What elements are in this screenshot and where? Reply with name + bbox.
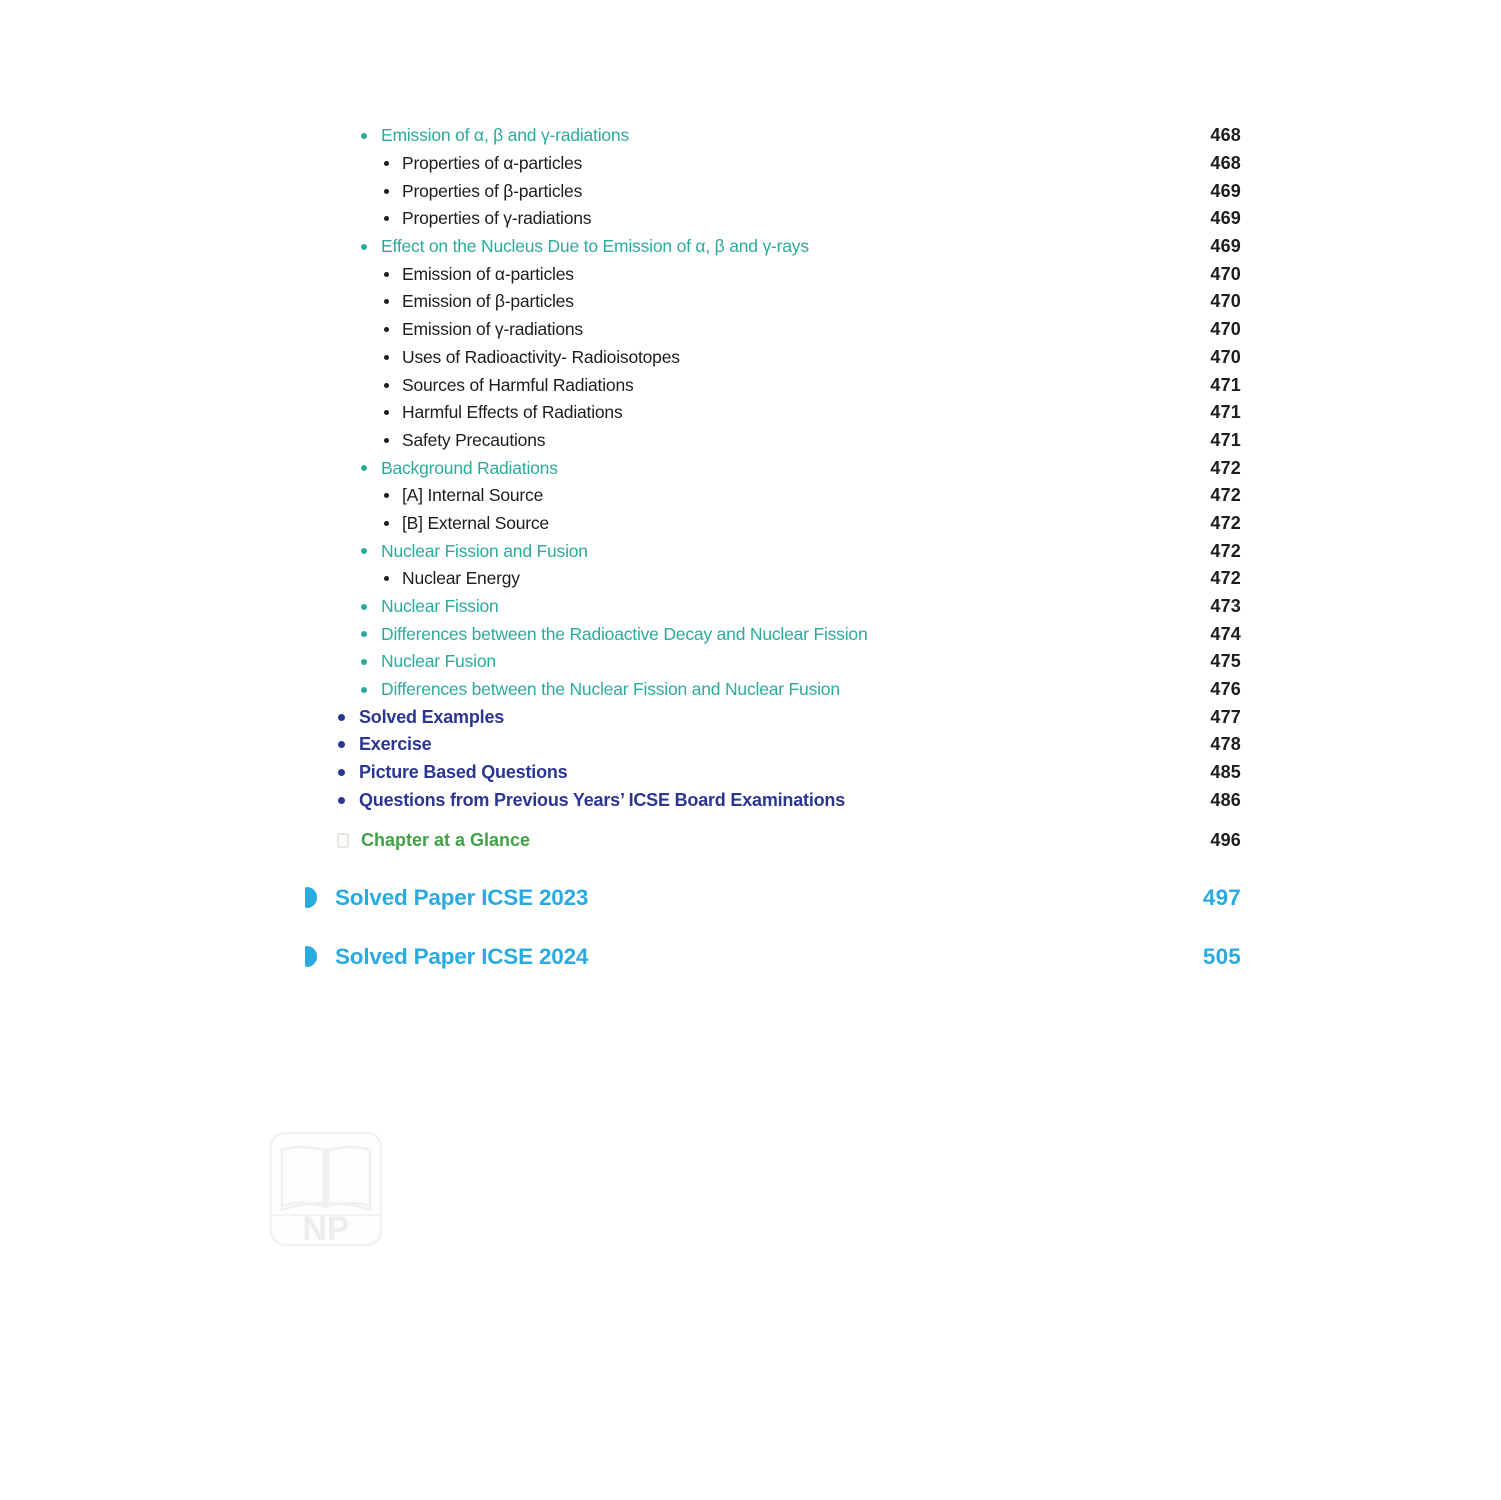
bullet-icon [361,465,367,471]
toc-entry [337,122,1241,150]
toc-entry-page: 469 [1210,236,1241,257]
bullet-icon [361,604,367,610]
toc-entry [337,454,1241,482]
toc-entry-label: Properties of α-particles [402,153,583,174]
toc-entry-page: 472 [1210,457,1241,478]
toc-entry-label: Nuclear Energy [402,568,520,589]
bullet-icon [384,161,389,166]
toc-entry-page: 486 [1210,789,1241,810]
toc-entry-label: Effect on the Nucleus Due to Emission of α, β and γ-rays [381,236,809,257]
bullet-icon [338,769,345,776]
toc-entry-page: 478 [1210,734,1241,755]
toc-entry-label: Safety Precautions [402,429,546,450]
bullet-icon [384,383,389,388]
toc-entry-label: Properties of γ-radiations [402,208,592,229]
publisher-watermark [268,1130,384,1248]
toc-entry [337,316,1241,344]
bullet-icon [384,189,389,194]
toc-entry-label: Nuclear Fission [381,596,499,617]
bullet-icon [384,327,389,332]
toc-entry [337,703,1241,731]
toc-entry [337,205,1241,233]
bullet-icon [338,714,345,721]
toc-entry-solved-paper-2024 [305,941,1241,973]
bullet-icon [384,576,389,581]
toc-entry [337,510,1241,538]
bullet-icon [384,521,389,526]
toc-entry-page: 472 [1210,512,1241,533]
toc-entry [337,787,1241,815]
toc-entry [337,399,1241,427]
toc-entry-label: Emission of γ-radiations [402,319,583,340]
toc-entry-page: 470 [1210,346,1241,367]
toc-entry [337,593,1241,621]
toc-entry-label: Emission of β-particles [402,291,574,312]
toc-entry-chapter-at-a-glance [337,826,1241,854]
toc-entry-page: 471 [1210,402,1241,423]
toc-entry-label: Nuclear Fission and Fusion [381,540,588,561]
toc-entry [337,648,1241,676]
toc-entry-page: 468 [1210,125,1241,146]
solved-paper-page: 505 [1202,943,1241,969]
toc-entry-page: 472 [1210,540,1241,561]
toc-entry-label: Picture Based Questions [359,762,568,783]
toc-entry-page: 470 [1210,263,1241,284]
toc-entry [337,565,1241,593]
toc-entry-page: 473 [1210,596,1241,617]
bullet-icon [384,438,389,443]
toc-entry-label: Emission of α-particles [402,263,574,284]
toc-entry-page: 472 [1210,568,1241,589]
toc-entry [337,759,1241,787]
bullet-icon [384,493,389,498]
bullet-icon [384,272,389,277]
toc-entry-label: Properties of β-particles [402,180,583,201]
bullet-icon [338,797,345,804]
toc-entry-page: 496 [1210,829,1241,850]
toc-entry [337,288,1241,316]
toc-entry-label: Nuclear Fusion [381,651,496,672]
toc-entry-label: Sources of Harmful Radiations [402,374,634,395]
toc-entry-page: 485 [1210,762,1241,783]
bullet-icon [361,687,367,693]
toc-entry [337,177,1241,205]
toc-entry-page: 474 [1210,623,1241,644]
bullet-icon [384,216,389,221]
toc-entry-label: [A] Internal Source [402,485,544,506]
bullet-icon [361,659,367,665]
toc-entry-label: Uses of Radioactivity- Radioisotopes [402,346,680,367]
toc-entry-page: 469 [1210,208,1241,229]
toc-entry [337,233,1241,261]
bullet-icon [338,741,345,748]
toc-entry-label: Background Radiations [381,457,558,478]
toc-entry [337,537,1241,565]
half-circle-icon [305,887,317,908]
toc-entry [337,676,1241,704]
toc-entry-label: Exercise [359,734,432,755]
toc-entry-label: Differences between the Radioactive Decay and Nuclear Fission [381,623,868,644]
toc-entry [337,731,1241,759]
toc-entry-label: Questions from Previous Years’ ICSE Board Examinations [359,789,846,810]
half-circle-icon [305,946,317,967]
toc-entry-label: Solved Examples [359,706,505,727]
toc-entry-page: 469 [1210,180,1241,201]
toc-entry-page: 470 [1210,319,1241,340]
toc-entry-page: 468 [1210,153,1241,174]
toc-entry [337,482,1241,510]
toc-entry [337,371,1241,399]
toc-entry-list [337,122,1241,814]
page-icon [337,833,349,848]
table-of-contents [337,122,1241,973]
toc-entry-label: [B] External Source [402,512,549,533]
bullet-icon [361,548,367,554]
toc-entry [337,260,1241,288]
open-book-icon [268,1130,384,1248]
solved-paper-label: Solved Paper ICSE 2023 [335,884,589,910]
toc-entry [337,620,1241,648]
solved-paper-label: Solved Paper ICSE 2024 [335,943,589,969]
toc-entry-page: 471 [1210,429,1241,450]
toc-entry-label: Emission of α, β and γ-radiations [381,125,629,146]
toc-entry-page: 472 [1210,485,1241,506]
toc-entry-page: 475 [1210,651,1241,672]
bullet-icon [384,410,389,415]
toc-entry-label: Differences between the Nuclear Fission and Nuclear Fusion [381,679,840,700]
toc-entry-page: 471 [1210,374,1241,395]
toc-entry-solved-paper-2023 [305,882,1241,914]
bullet-icon [384,299,389,304]
toc-entry [337,344,1241,372]
toc-entry [337,427,1241,455]
toc-entry-label: Harmful Effects of Radiations [402,402,623,423]
toc-entry [337,150,1241,178]
toc-entry-page: 477 [1210,706,1241,727]
solved-paper-page: 497 [1202,884,1241,910]
bullet-icon [361,244,367,250]
toc-entry-label: Chapter at a Glance [361,829,531,850]
bullet-icon [384,355,389,360]
toc-entry-page: 476 [1210,679,1241,700]
toc-entry-page: 470 [1210,291,1241,312]
bullet-icon [361,133,367,139]
watermark-np-text: NP [302,1210,350,1248]
bullet-icon [361,631,367,637]
